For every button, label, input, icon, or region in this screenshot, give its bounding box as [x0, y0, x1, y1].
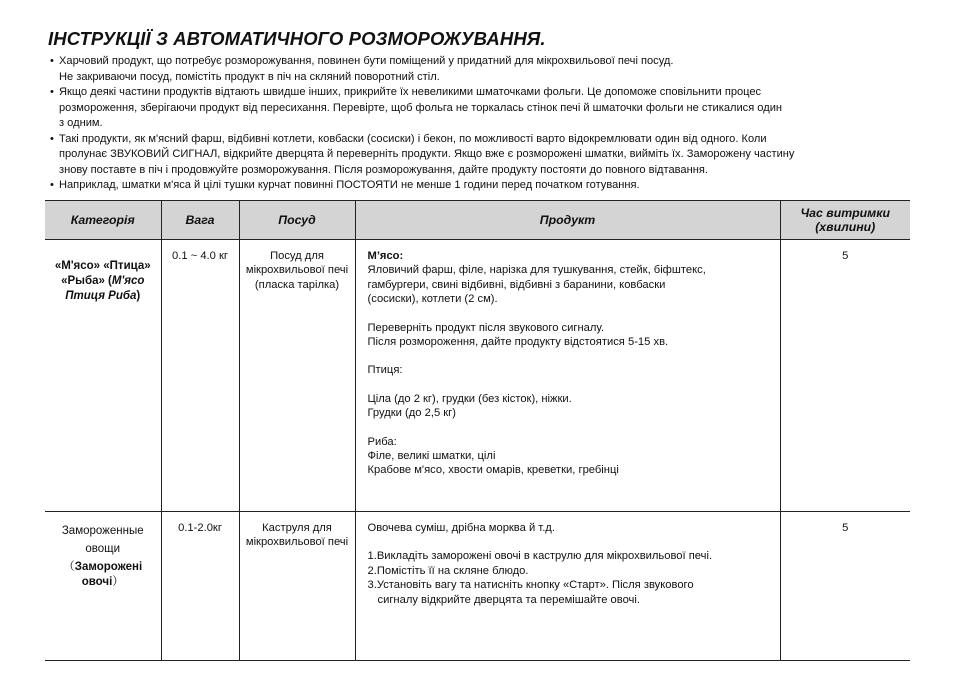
instruction-line: розмороження, зберігаючи продукт від пересихання. Перевірте, щоб фольга не торкалась стінок печі й шматочки фольги не стикалися один — [59, 101, 783, 114]
header-time: Час витримки (хвилини) — [780, 201, 910, 240]
bullet-dot: • — [50, 132, 54, 145]
weight-cell: 0.1-2.0кг — [161, 512, 239, 661]
category-line: Замороженные — [61, 525, 144, 537]
category-cell — [45, 240, 161, 512]
header-product: Продукт — [355, 201, 780, 240]
instruction-line: пролунає ЗВУКОВИЙ СИГНАЛ, відкрийте дверцята й переверніть продукти. Якщо вже є розморожені шматки, вийміть їх. Заморожену частину — [59, 148, 795, 160]
product-line: гамбургери, свині відбивні, відбивні з баранини, ковбаски — [367, 278, 666, 291]
instruction-line: Наприклад, шматки м'яса й цілі тушки курчат повинні ПОСТОЯТИ не менше 1 години перед початком готування. — [59, 179, 640, 191]
product-cell — [355, 512, 780, 661]
category-line — [51, 558, 155, 576]
header-category: Категорія — [45, 201, 161, 240]
instruction-line: знову поставте в піч і продовжуйте розморожування. Після розморожування, дайте продукту постояти до повного відтавання. — [59, 163, 708, 176]
instruction-line: Не закриваючи посуд, помістіть продукт в піч на скляний поворотний стіл. — [59, 70, 440, 83]
page-title: ІНСТРУКЦІЇ З АВТОМАТИЧНОГО РОЗМОРОЖУВАННЯ. — [48, 28, 546, 49]
table-row — [45, 240, 910, 512]
category-text: Заморожені — [74, 561, 143, 573]
product-line: (сосиски), котлети (2 см). — [367, 293, 498, 306]
defrost-table — [45, 200, 910, 661]
fish-heading: Риба: — [367, 435, 397, 448]
category-text: （ — [63, 561, 75, 573]
instruction-item — [50, 54, 910, 85]
product-line: Після розмороження, дайте продукту відстоятися 5-15 хв. — [367, 336, 669, 349]
bullet-dot: • — [50, 55, 54, 67]
category-text: ） — [112, 576, 124, 588]
poultry-heading: Птиця: — [367, 364, 403, 377]
bullet-dot: • — [50, 179, 54, 191]
instruction-item — [50, 85, 910, 132]
table-row — [45, 512, 910, 661]
category-text: овочі — [81, 576, 113, 588]
category-text: М'ясо — [111, 275, 145, 287]
product-line: Філе, великі шматки, цілі — [367, 450, 496, 463]
bullet-dot: • — [50, 86, 54, 98]
dish-cell: Посуд для мікрохвильової печі (пласка тарілка) — [239, 240, 355, 512]
category-text: «Рыба» ( — [61, 275, 112, 287]
category-line — [51, 576, 155, 588]
dish-cell: Каструля для мікрохвильової печі — [239, 512, 355, 661]
product-line: Ціла (до 2 кг), грудки (без кісток), ніжки. — [367, 392, 572, 405]
category-text: ) — [136, 290, 141, 302]
header-weight: Вага — [161, 201, 239, 240]
category-cell — [45, 512, 161, 661]
step-line: 3.Установіть вагу та натисніть кнопку «Старт». Після звукового — [367, 579, 694, 592]
category-line — [51, 289, 155, 304]
header-dish: Посуд — [239, 201, 355, 240]
time-cell: 5 — [780, 240, 910, 512]
meat-heading: М’ясо: — [367, 250, 404, 262]
category-text: Птиця Риба — [65, 290, 137, 302]
instructions-list — [50, 54, 910, 194]
time-cell: 5 — [780, 512, 910, 661]
product-line: Грудки (до 2,5 кг) — [367, 407, 456, 420]
instruction-line: з одним. — [59, 117, 103, 129]
product-cell — [355, 240, 780, 512]
category-line — [51, 274, 155, 289]
instruction-line: Харчовий продукт, що потребує розморожування, повинен бути поміщений у придатний для мікрохвильової печі посуд. — [59, 55, 674, 67]
weight-cell: 0.1 ~ 4.0 кг — [161, 240, 239, 512]
category-line: «М'ясо» «Птица» — [54, 260, 151, 272]
step-line: сигналу відкрийте дверцята та перемішайте овочі. — [377, 593, 640, 606]
instruction-item — [50, 132, 910, 179]
instruction-item — [50, 178, 910, 194]
instruction-line: Якщо деякі частини продуктів відтають швидше інших, прикрийте їх невеликими шматочками фольги. Це допоможе сповільнити процес — [59, 86, 762, 98]
step-line: 1.Викладіть заморожені овочі в каструлю для мікрохвильової печі. — [367, 550, 713, 563]
product-line: Переверніть продукт після звукового сигналу. — [367, 321, 604, 334]
category-line: овощи — [85, 543, 121, 555]
product-line: Овочева суміш, дрібна морква й т.д. — [367, 522, 555, 534]
step-line: 2.Помістіть її на скляне блюдо. — [367, 564, 529, 577]
product-line: Яловичий фарш, філе, нарізка для тушкування, стейк, біфштекс, — [367, 264, 706, 277]
table-header-row — [45, 201, 910, 240]
instruction-line: Такі продукти, як м'ясний фарш, відбивні котлети, ковбаски (сосиски) і бекон, по можливості варто відокремлювати один від одного. Коли — [59, 132, 767, 145]
product-line: Крабове м'ясо, хвости омарів, креветки, гребінці — [367, 464, 619, 477]
